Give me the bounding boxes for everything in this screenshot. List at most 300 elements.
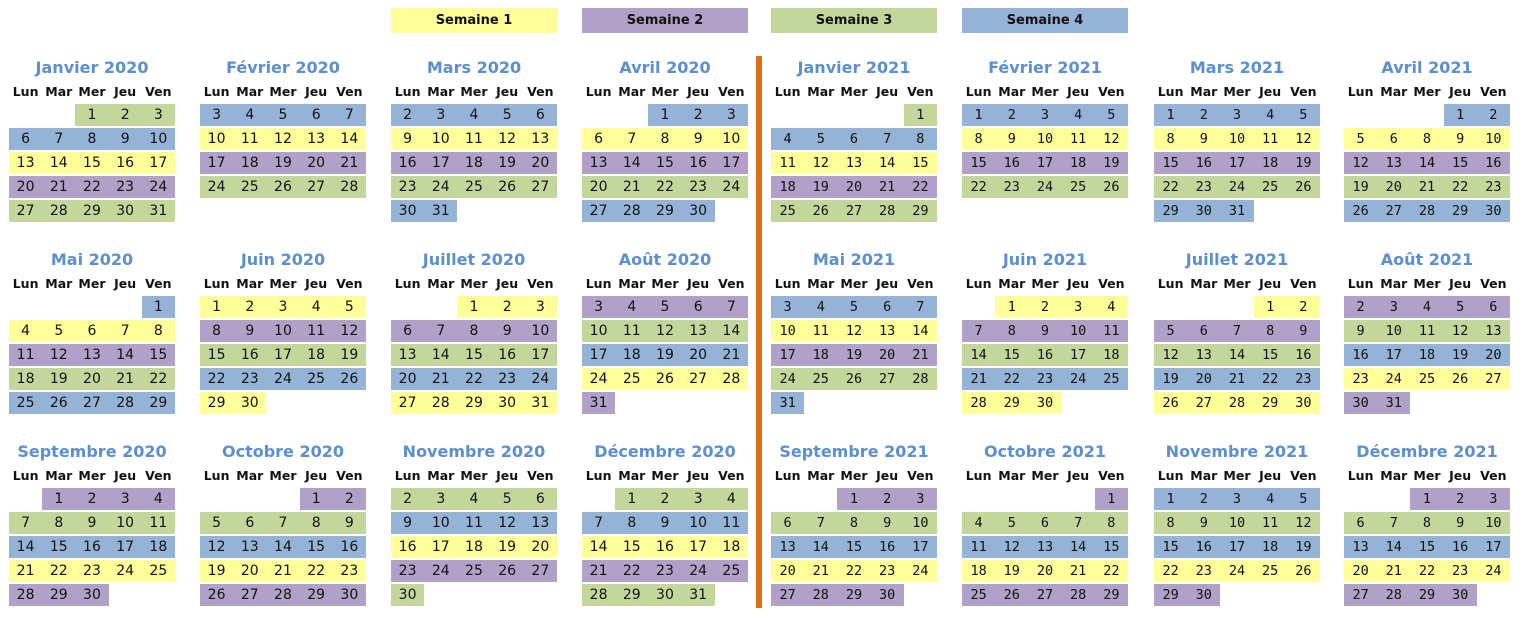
day-cell: 22 (1254, 368, 1287, 390)
day-cell: 6 (1377, 128, 1410, 150)
month-title: Mars 2021 (1189, 58, 1285, 77)
week-row (391, 176, 557, 198)
day-cell: 24 (1220, 560, 1253, 582)
weekday-label: Mer (269, 276, 297, 291)
day-cell: 8 (837, 512, 870, 534)
week-row (391, 488, 557, 510)
day-cell: 21 (109, 368, 142, 390)
day-cell: 13 (1028, 536, 1061, 558)
empty-day-cell (1344, 104, 1377, 126)
day-cell: 15 (1095, 536, 1128, 558)
week-row (771, 584, 937, 606)
day-cell: 21 (1220, 368, 1253, 390)
day-cell: 19 (1344, 176, 1377, 198)
week-row (391, 128, 557, 150)
day-cell: 27 (871, 368, 904, 390)
day-cell: 2 (995, 104, 1028, 126)
weekday-label: Mer (1223, 84, 1251, 99)
day-cell: 1 (648, 104, 681, 126)
empty-day-cell (1377, 104, 1410, 126)
day-cell: 11 (771, 152, 804, 174)
week-row (1344, 176, 1510, 198)
weekday-label: Mar (618, 276, 646, 291)
day-cell: 31 (682, 584, 715, 606)
day-cell: 13 (682, 320, 715, 342)
day-cell: 14 (871, 152, 904, 174)
day-cell: 29 (1254, 392, 1287, 414)
day-cell: 24 (1477, 560, 1510, 582)
month-calendar (1344, 56, 1510, 224)
weekday-label: Ven (907, 468, 934, 483)
day-cell: 1 (1254, 296, 1287, 318)
month-calendar (962, 248, 1128, 416)
empty-day-cell (491, 584, 524, 606)
month-title: Janvier 2021 (797, 58, 911, 77)
day-cell: 15 (300, 536, 333, 558)
weekday-label: Mar (807, 468, 835, 483)
day-cell: 2 (1344, 296, 1377, 318)
day-cell: 5 (491, 104, 524, 126)
weekday-header (962, 80, 1128, 104)
empty-day-cell (1095, 392, 1128, 414)
weekday-label: Lun (1347, 276, 1374, 291)
week-row (391, 104, 557, 126)
month-calendar (391, 440, 557, 608)
day-cell: 24 (200, 176, 233, 198)
empty-day-cell (109, 584, 142, 606)
week-row (391, 560, 557, 582)
day-cell: 12 (1287, 512, 1320, 534)
empty-day-cell (1410, 104, 1443, 126)
weekday-label: Lun (774, 468, 801, 483)
day-cell: 8 (1154, 128, 1187, 150)
day-cell: 8 (1410, 512, 1443, 534)
empty-day-cell (1477, 584, 1510, 606)
empty-day-cell (615, 104, 648, 126)
day-cell: 10 (424, 128, 457, 150)
week-row (962, 584, 1128, 606)
day-cell: 6 (524, 104, 557, 126)
week-row (962, 296, 1128, 318)
day-cell: 20 (1187, 368, 1220, 390)
weekday-label: Jeu (687, 468, 710, 483)
day-cell: 15 (648, 152, 681, 174)
weekday-label: Ven (145, 276, 172, 291)
day-cell: 17 (904, 536, 937, 558)
day-cell: 24 (1377, 368, 1410, 390)
day-cell: 13 (837, 152, 870, 174)
weekday-label: Ven (1098, 468, 1125, 483)
day-cell: 27 (1028, 584, 1061, 606)
day-cell: 19 (837, 344, 870, 366)
day-cell: 6 (1028, 512, 1061, 534)
day-cell: 9 (995, 128, 1028, 150)
week-row (200, 320, 366, 342)
weekday-label: Mar (1190, 276, 1218, 291)
day-cell: 4 (804, 296, 837, 318)
weekday-label: Ven (527, 468, 554, 483)
weekday-label: Jeu (1449, 84, 1472, 99)
day-cell: 30 (391, 584, 424, 606)
week-row (200, 128, 366, 150)
day-cell: 22 (1154, 560, 1187, 582)
day-cell: 8 (142, 320, 175, 342)
weekday-label: Lun (203, 84, 230, 99)
day-cell: 31 (582, 392, 615, 414)
day-cell: 11 (9, 344, 42, 366)
legend-semaine-2: Semaine 2 (582, 8, 748, 33)
day-cell: 9 (491, 320, 524, 342)
day-cell: 9 (1344, 320, 1377, 342)
day-cell: 26 (491, 176, 524, 198)
day-cell: 24 (424, 560, 457, 582)
day-cell: 5 (804, 128, 837, 150)
day-cell: 8 (457, 320, 490, 342)
empty-day-cell (1028, 488, 1061, 510)
day-cell: 25 (1254, 176, 1287, 198)
day-cell: 13 (771, 536, 804, 558)
day-cell: 16 (1187, 152, 1220, 174)
empty-day-cell (491, 200, 524, 222)
month-calendar (9, 248, 175, 416)
weekday-label: Lun (1347, 84, 1374, 99)
day-cell: 7 (715, 296, 748, 318)
weekday-header (1154, 80, 1320, 104)
week-row (200, 584, 366, 606)
day-cell: 1 (962, 104, 995, 126)
day-cell: 14 (109, 344, 142, 366)
day-cell: 4 (142, 488, 175, 510)
weekday-label: Mar (618, 468, 646, 483)
month-title: Mars 2020 (426, 58, 522, 77)
weekday-label: Lun (12, 276, 39, 291)
day-cell: 23 (1028, 368, 1061, 390)
weekday-label: Lun (585, 84, 612, 99)
weekday-label: Jeu (876, 84, 899, 99)
day-cell: 26 (42, 392, 75, 414)
day-cell: 20 (75, 368, 108, 390)
day-cell: 3 (771, 296, 804, 318)
day-cell: 3 (1062, 296, 1095, 318)
week-row (771, 488, 937, 510)
day-cell: 6 (871, 296, 904, 318)
day-cell: 13 (75, 344, 108, 366)
day-cell: 1 (1444, 104, 1477, 126)
empty-day-cell (42, 104, 75, 126)
day-cell: 27 (837, 200, 870, 222)
day-cell: 15 (1154, 152, 1187, 174)
day-cell: 20 (871, 344, 904, 366)
day-cell: 23 (1344, 368, 1377, 390)
day-cell: 12 (1287, 128, 1320, 150)
day-cell: 14 (615, 152, 648, 174)
month-calendar (771, 56, 937, 224)
day-cell: 17 (1377, 344, 1410, 366)
day-cell: 25 (9, 392, 42, 414)
day-cell: 27 (9, 200, 42, 222)
day-cell: 28 (1377, 584, 1410, 606)
day-cell: 12 (42, 344, 75, 366)
day-cell: 20 (682, 344, 715, 366)
week-row (391, 368, 557, 390)
weekday-label: Jeu (305, 84, 328, 99)
day-cell: 19 (491, 536, 524, 558)
day-cell: 13 (300, 128, 333, 150)
day-cell: 26 (648, 368, 681, 390)
day-cell: 25 (771, 200, 804, 222)
day-cell: 16 (1187, 536, 1220, 558)
day-cell: 3 (524, 296, 557, 318)
day-cell: 15 (75, 152, 108, 174)
day-cell: 18 (457, 536, 490, 558)
day-cell: 28 (582, 584, 615, 606)
weekday-label: Jeu (1449, 468, 1472, 483)
day-cell: 16 (391, 152, 424, 174)
weekday-label: Mer (840, 276, 868, 291)
day-cell: 25 (1254, 560, 1287, 582)
day-cell: 18 (300, 344, 333, 366)
day-cell: 25 (1095, 368, 1128, 390)
month-title: Août 2021 (1380, 250, 1474, 269)
day-cell: 15 (1154, 536, 1187, 558)
day-cell: 25 (457, 560, 490, 582)
day-cell: 9 (109, 128, 142, 150)
day-cell: 8 (962, 128, 995, 150)
day-cell: 9 (75, 512, 108, 534)
weekday-header (391, 80, 557, 104)
day-cell: 18 (1254, 152, 1287, 174)
day-cell: 5 (1154, 320, 1187, 342)
day-cell: 6 (1187, 320, 1220, 342)
weekday-label: Mar (236, 468, 264, 483)
day-cell: 16 (648, 536, 681, 558)
day-cell: 21 (804, 560, 837, 582)
day-cell: 9 (1187, 128, 1220, 150)
weekday-label: Mer (840, 468, 868, 483)
weekday-label: Ven (527, 276, 554, 291)
weekday-header (1344, 464, 1510, 488)
day-cell: 28 (804, 584, 837, 606)
month-title: Juin 2021 (1002, 250, 1088, 269)
day-cell: 11 (1254, 128, 1287, 150)
day-cell: 20 (1028, 560, 1061, 582)
day-cell: 14 (1410, 152, 1443, 174)
day-cell: 21 (424, 368, 457, 390)
day-cell: 13 (391, 344, 424, 366)
day-cell: 17 (1062, 344, 1095, 366)
day-cell: 22 (300, 560, 333, 582)
empty-day-cell (648, 392, 681, 414)
week-row (582, 176, 748, 198)
day-cell: 14 (904, 320, 937, 342)
day-cell: 15 (42, 536, 75, 558)
month-calendar (771, 248, 937, 416)
week-row (1344, 392, 1510, 414)
day-cell: 12 (1154, 344, 1187, 366)
day-cell: 4 (1095, 296, 1128, 318)
week-row (1344, 584, 1510, 606)
weekday-label: Mar (45, 84, 73, 99)
day-cell: 6 (837, 128, 870, 150)
day-cell: 11 (1410, 320, 1443, 342)
day-cell: 14 (1220, 344, 1253, 366)
day-cell: 4 (233, 104, 266, 126)
empty-day-cell (1220, 296, 1253, 318)
week-row (200, 368, 366, 390)
day-cell: 8 (615, 512, 648, 534)
empty-day-cell (9, 488, 42, 510)
day-cell: 16 (1344, 344, 1377, 366)
weekday-label: Mer (840, 84, 868, 99)
day-cell: 30 (1444, 584, 1477, 606)
day-cell: 25 (300, 368, 333, 390)
empty-day-cell (1287, 200, 1320, 222)
weekday-label: Lun (585, 468, 612, 483)
empty-day-cell (266, 488, 299, 510)
empty-day-cell (457, 584, 490, 606)
week-row (1154, 488, 1320, 510)
week-row (582, 344, 748, 366)
day-cell: 7 (266, 512, 299, 534)
weekday-label: Mer (1413, 84, 1441, 99)
day-cell: 26 (1154, 392, 1187, 414)
week-row (391, 392, 557, 414)
day-cell: 13 (871, 320, 904, 342)
week-row (200, 104, 366, 126)
day-cell: 23 (648, 560, 681, 582)
weekday-label: Ven (1098, 276, 1125, 291)
day-cell: 22 (142, 368, 175, 390)
day-cell: 22 (1154, 176, 1187, 198)
weekday-label: Mar (1380, 468, 1408, 483)
day-cell: 4 (1410, 296, 1443, 318)
day-cell: 13 (1377, 152, 1410, 174)
week-row (391, 512, 557, 534)
day-cell: 19 (1287, 152, 1320, 174)
empty-day-cell (1254, 584, 1287, 606)
week-row (1344, 512, 1510, 534)
empty-day-cell (391, 296, 424, 318)
week-row (582, 296, 748, 318)
day-cell: 11 (457, 128, 490, 150)
week-row (1344, 104, 1510, 126)
day-cell: 23 (109, 176, 142, 198)
day-cell: 5 (42, 320, 75, 342)
weekday-header (582, 464, 748, 488)
day-cell: 12 (491, 512, 524, 534)
weekday-label: Mer (460, 468, 488, 483)
weekday-label: Jeu (305, 276, 328, 291)
month-calendar (1344, 248, 1510, 416)
day-cell: 3 (1477, 488, 1510, 510)
weekday-label: Mar (427, 276, 455, 291)
day-cell: 9 (1187, 512, 1220, 534)
day-cell: 14 (424, 344, 457, 366)
day-cell: 5 (995, 512, 1028, 534)
day-cell: 9 (648, 512, 681, 534)
day-cell: 5 (1095, 104, 1128, 126)
weekday-header (582, 80, 748, 104)
day-cell: 31 (771, 392, 804, 414)
day-cell: 10 (1477, 128, 1510, 150)
month-title: Septembre 2021 (779, 442, 929, 461)
day-cell: 11 (962, 536, 995, 558)
weekday-label: Mer (1031, 276, 1059, 291)
day-cell: 22 (457, 368, 490, 390)
day-cell: 20 (771, 560, 804, 582)
day-cell: 14 (582, 536, 615, 558)
month-title: Janvier 2020 (35, 58, 149, 77)
day-cell: 24 (142, 176, 175, 198)
month-calendar (582, 440, 748, 608)
empty-day-cell (1062, 488, 1095, 510)
day-cell: 21 (582, 560, 615, 582)
month-title: Mai 2021 (812, 250, 896, 269)
day-cell: 3 (200, 104, 233, 126)
day-cell: 4 (715, 488, 748, 510)
day-cell: 2 (1444, 488, 1477, 510)
day-cell: 23 (75, 560, 108, 582)
week-row (200, 560, 366, 582)
weekday-label: Mar (45, 276, 73, 291)
day-cell: 1 (904, 104, 937, 126)
day-cell: 8 (648, 128, 681, 150)
day-cell: 10 (682, 512, 715, 534)
day-cell: 12 (1344, 152, 1377, 174)
week-row (1344, 368, 1510, 390)
month-title: Juin 2020 (240, 250, 326, 269)
day-cell: 27 (582, 200, 615, 222)
month-calendar (962, 440, 1128, 608)
day-cell: 31 (424, 200, 457, 222)
day-cell: 10 (771, 320, 804, 342)
day-cell: 14 (333, 128, 366, 150)
day-cell: 31 (524, 392, 557, 414)
weekday-label: Ven (907, 84, 934, 99)
week-row (962, 560, 1128, 582)
month-calendar (391, 248, 557, 416)
month-title: Août 2020 (618, 250, 712, 269)
weekday-label: Lun (394, 84, 421, 99)
day-cell: 5 (1287, 488, 1320, 510)
day-cell: 5 (1444, 296, 1477, 318)
day-cell: 24 (682, 560, 715, 582)
day-cell: 28 (871, 200, 904, 222)
day-cell: 6 (233, 512, 266, 534)
day-cell: 26 (995, 584, 1028, 606)
week-row (391, 320, 557, 342)
month-title: Mai 2020 (50, 250, 134, 269)
day-cell: 27 (524, 560, 557, 582)
day-cell: 29 (300, 584, 333, 606)
day-cell: 26 (837, 368, 870, 390)
weekday-label: Mar (427, 468, 455, 483)
week-row (1154, 392, 1320, 414)
month-calendar (200, 440, 366, 608)
day-cell: 19 (491, 152, 524, 174)
weekday-label: Jeu (687, 276, 710, 291)
day-cell: 3 (582, 296, 615, 318)
day-cell: 25 (1062, 176, 1095, 198)
day-cell: 4 (1254, 104, 1287, 126)
empty-day-cell (1344, 488, 1377, 510)
day-cell: 12 (491, 128, 524, 150)
day-cell: 23 (995, 176, 1028, 198)
weekday-label: Mar (807, 276, 835, 291)
day-cell: 17 (771, 344, 804, 366)
week-row (1344, 536, 1510, 558)
weekday-label: Mer (651, 276, 679, 291)
